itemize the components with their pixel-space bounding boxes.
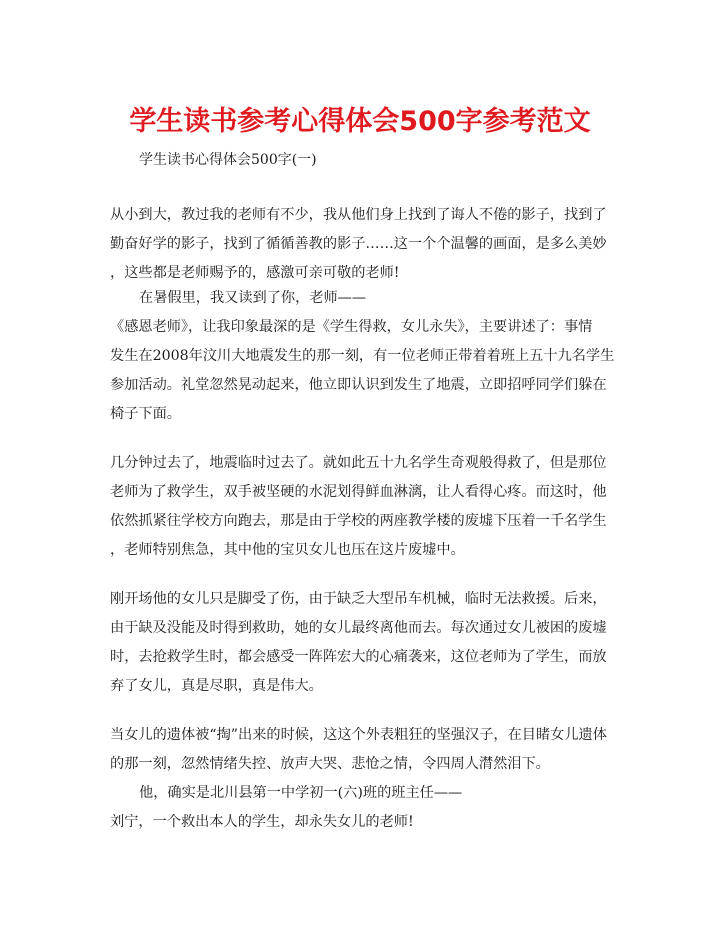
paragraph-line: 勤奋好学的影子，找到了循循善教的影子……这一个个温馨的画面，是多么美妙 xyxy=(110,236,607,252)
paragraph-line: 参加活动。礼堂忽然晃动起来，他立即认识到发生了地震，立即招呼同学们躲在 xyxy=(110,377,607,393)
paragraph-line: 几分钟过去了，地震临时过去了。就如此五十九名学生奇观般得救了，但是那位 xyxy=(110,455,607,471)
document-subtitle: 学生读书心得体会500字(一) xyxy=(139,152,317,168)
paragraph-line: 刚开场他的女儿只是脚受了伤，由于缺乏大型吊车机械，临时无法救援。后来， xyxy=(110,591,607,607)
paragraph-4 xyxy=(110,585,615,701)
paragraph-1 xyxy=(110,201,615,288)
paragraph-line: 依然抓紧往学校方向跑去，那是由于学校的两座教学楼的废墟下压着一千名学生 xyxy=(110,513,607,529)
paragraph-line: ，这些都是老师赐予的，感激可亲可敬的老师! xyxy=(110,265,400,281)
paragraph-line: 弃了女儿，真是尽职，真是伟大。 xyxy=(110,678,323,694)
paragraph-line: 椅子下面。 xyxy=(110,406,181,422)
paragraph-line: 时，去抢救学生时，都会感受一阵阵宏大的心痛袭来，这位老师为了学生，而放 xyxy=(110,649,607,665)
paragraph-line: 发生在2008年汶川大地震发生的那一刻，有一位老师正带着着班上五十九名学生 xyxy=(110,348,615,364)
document-title: 学生读书参考心得体会500字参考范文 xyxy=(129,106,591,137)
paragraph-line: 老师为了救学生，双手被坚硬的水泥划得鲜血淋漓，让人看得心疼。而这时，他 xyxy=(110,484,607,500)
paragraph-5 xyxy=(110,721,615,837)
paragraph-line: 刘宁，一个救出本人的学生，却永失女儿的老师! xyxy=(110,814,414,830)
paragraph-line: ，老师特别焦急，其中他的宝贝女儿也压在这片废墟中。 xyxy=(110,542,465,558)
paragraph-3 xyxy=(110,449,615,565)
paragraph-2 xyxy=(110,284,615,429)
paragraph-line: 他，确实是北川县第一中学初一(六)班的班主任—— xyxy=(139,785,463,801)
paragraph-line: 在暑假里，我又读到了你，老师—— xyxy=(139,290,367,306)
paragraph-line: 《感恩老师》，让我印象最深的是《学生得救，女儿永失》，主要讲述了：事情 xyxy=(110,319,593,335)
paragraph-line: 从小到大，教过我的老师有不少，我从他们身上找到了诲人不倦的影子，找到了 xyxy=(110,207,607,223)
paragraph-line: 由于缺及没能及时得到救助，她的女儿最终离他而去。每次通过女儿被困的废墟 xyxy=(110,620,607,636)
paragraph-line: 的那一刻，忽然情绪失控、放声大哭、悲怆之情，令四周人潸然泪下。 xyxy=(110,756,550,772)
paragraph-line: 当女儿的遗体被“掏”出来的时候，这这个外表粗狂的坚强汉子，在目睹女儿遗体 xyxy=(110,727,607,743)
